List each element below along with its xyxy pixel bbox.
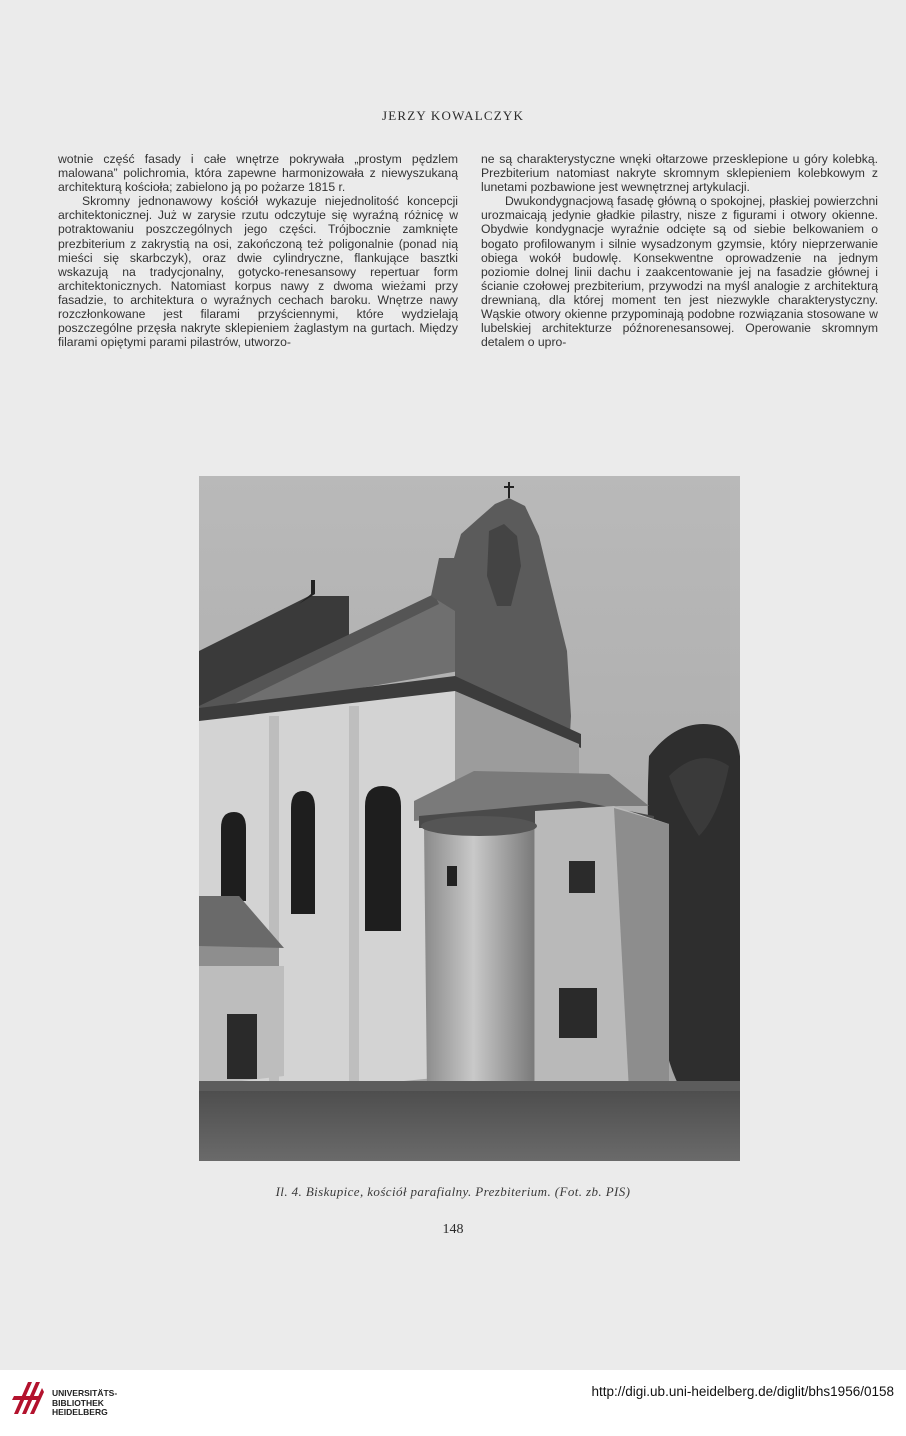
ub-heidelberg-logo-icon — [10, 1378, 46, 1418]
paragraph: Dwukondygnacjową fasadę główną o spokojnej, płaskiej powierzchni urozmaicają jedynie gładkie pilastry, nisze z figurami i otwory okienne. Obydwie kondygnacje wyraźnie odcięte są od siebie belkowaniem o bogato profilowanym i silnie wysadzonym gzymsie, który nieprzerwanie obiega wokół budowlę. Konsekwentne oprowadzenie na jednym poziomie dolnej linii dachu i zaakcentowanie jej na fasadzie głównej i ścianie czołowej prezbiterium, przywodzi na myśl analogie z architekturą drewnianą, dla której moment ten jest niezwykle charakterystyczny. Wąskie otwory okienne przypominają podobne rozwiązania stosowane w lubelskiej architekturze późnorenesansowej. Operowanie skromnym detalem o upro- — [481, 194, 878, 350]
paragraph: Skromny jednonawowy kościół wykazuje niejednolitość koncepcji architektonicznej. Już w zarysie rzutu odczytuje się wyraźną różnicę w potraktowaniu poszczególnych jego części. Trójbocznie zamknięte prezbiterium z zakrystią na osi, zakończoną też poligonalnie (ponad nią mieści się skarbczyk), oraz dwie cylindryczne, flankujące basztki wskazują na tradycjonalny, gotycko-renesansowy repertuar form architektonicznych. Natomiast korpus nawy z dwoma wieżami przy fasadzie, to architektura o wyraźnych cechach baroku. Wnętrze nawy rozczłonkowane jest filarami przyściennymi, które wydzielają poszczególne przęsła nakryte sklepieniem żaglastym na gurtach. Między filarami opiętymi parami pilastrów, utworzo- — [58, 194, 458, 350]
library-logo[interactable] — [10, 1378, 120, 1418]
logo-line: HEIDELBERG — [52, 1407, 108, 1417]
library-name — [52, 1389, 117, 1418]
permalink-url[interactable]: http://digi.ub.uni-heidelberg.de/diglit/bhs1956/0158 — [591, 1384, 894, 1399]
logo-line: UNIVERSITÄTS- — [52, 1388, 118, 1398]
footer-bar — [0, 1370, 906, 1436]
paragraph: wotnie część fasady i całe wnętrze pokrywała „prostym pędzlem malowana” polichromia, która zapewne harmonizowała z niewyszukaną architekturą kościoła; zabielono ją po pożarze 1815 r. — [58, 152, 458, 195]
page-number: 148 — [442, 1222, 464, 1237]
running-head: JERZY KOWALCZYK — [381, 108, 525, 123]
church-photograph — [199, 476, 740, 1161]
left-text-column — [58, 152, 458, 349]
right-text-column — [481, 152, 878, 349]
figure-caption: Il. 4. Biskupice, kościół parafialny. Prezbiterium. (Fot. zb. PIS) — [275, 1184, 631, 1199]
paragraph: ne są charakterystyczne wnęki ołtarzowe przesklepione u góry kolebką. Prezbiterium natomiast nakryte skromnym sklepieniem kolebkowym z lunetami pozbawione jest wewnętrznej artykulacji. — [481, 152, 878, 195]
logo-line: BIBLIOTHEK — [52, 1397, 104, 1408]
church-presbytery-image — [199, 476, 740, 1161]
